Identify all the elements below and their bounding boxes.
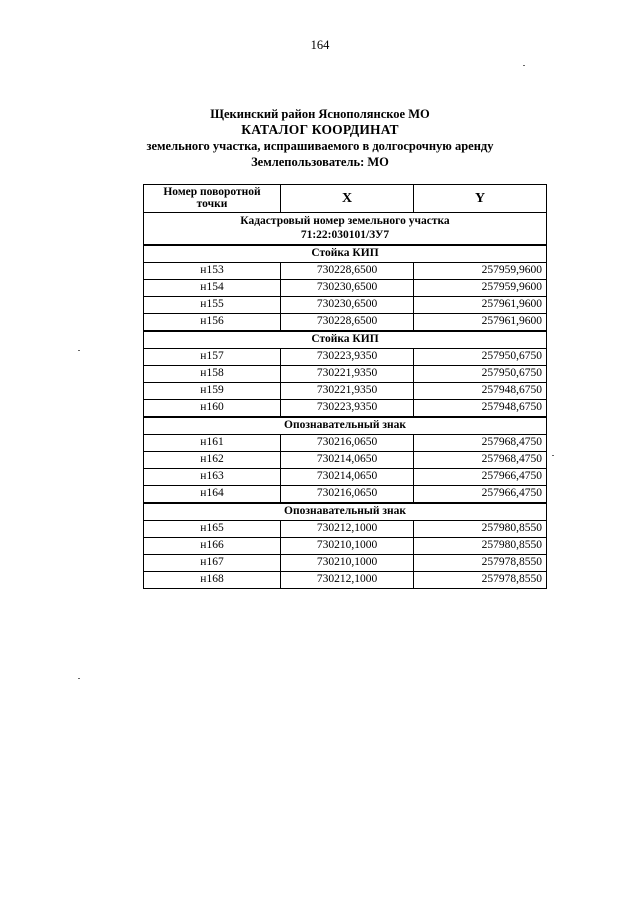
parcel-description: земельного участка, испрашиваемого в долгосрочную аренду [146,139,494,153]
y-coordinate-cell: 257968,4750 [414,435,547,452]
table-row [144,521,547,538]
column-header-point [144,185,281,213]
y-coordinate-cell: 257980,8550 [414,538,547,555]
x-coordinate-cell: 730214,0650 [281,469,414,486]
point-number-cell: н166 [144,538,281,555]
point-number-cell: н163 [144,469,281,486]
cadastral-number-cell [144,213,547,246]
point-number-cell: н154 [144,280,281,297]
district-title: Щекинский район Яснополянское МО [210,107,430,121]
scan-speck [552,455,554,456]
x-coordinate-cell: 730230,6500 [281,280,414,297]
section-row [144,503,547,521]
x-coordinate-cell: 730230,6500 [281,297,414,314]
column-header-x: X [281,185,414,213]
table-row [144,486,547,504]
scan-speck [523,65,525,66]
point-number-cell: н158 [144,366,281,383]
table-row [144,469,547,486]
x-coordinate-cell: 730210,1000 [281,555,414,572]
y-coordinate-cell: 257961,9600 [414,297,547,314]
point-number-cell: н159 [144,383,281,400]
point-number-cell: н157 [144,349,281,366]
x-coordinate-cell: 730216,0650 [281,486,414,504]
table-row [144,435,547,452]
table-row [144,452,547,469]
table-row [144,297,547,314]
table-row [144,314,547,332]
column-header-point-line1: Номер поворотной [163,186,261,198]
table-row [144,366,547,383]
cadastral-number: 71:22:030101/ЗУ7 [300,229,390,241]
x-coordinate-cell: 730223,9350 [281,349,414,366]
y-coordinate-cell: 257966,4750 [414,486,547,504]
catalog-title: КАТАЛОГ КООРДИНАТ [241,122,399,137]
column-header-point-line2: точки [196,198,228,210]
y-coordinate-cell: 257980,8550 [414,521,547,538]
y-coordinate-cell: 257968,4750 [414,452,547,469]
table-row [144,263,547,280]
section-title: Стойка КИП [144,331,547,349]
section-row [144,331,547,349]
y-coordinate-cell: 257950,6750 [414,366,547,383]
section-title: Опознавательный знак [144,417,547,435]
table-row [144,400,547,418]
scan-speck [78,350,80,351]
x-coordinate-cell: 730212,1000 [281,572,414,589]
point-number-cell: н161 [144,435,281,452]
column-header-y: Y [414,185,547,213]
y-coordinate-cell: 257978,8550 [414,555,547,572]
point-number-cell: н160 [144,400,281,418]
table-row [144,383,547,400]
x-coordinate-cell: 730221,9350 [281,366,414,383]
table-row [144,280,547,297]
x-coordinate-cell: 730216,0650 [281,435,414,452]
cadastral-label: Кадастровый номер земельного участка [240,215,450,227]
y-coordinate-cell: 257959,9600 [414,263,547,280]
y-coordinate-cell: 257978,8550 [414,572,547,589]
x-coordinate-cell: 730228,6500 [281,314,414,332]
x-coordinate-cell: 730223,9350 [281,400,414,418]
x-coordinate-cell: 730228,6500 [281,263,414,280]
point-number-cell: н155 [144,297,281,314]
document-header [0,106,640,170]
point-number-cell: н168 [144,572,281,589]
section-title: Стойка КИП [144,245,547,263]
point-number-cell: н167 [144,555,281,572]
y-coordinate-cell: 257961,9600 [414,314,547,332]
land-user: Землепользователь: МО [251,155,389,169]
point-number-cell: н164 [144,486,281,504]
section-title: Опознавательный знак [144,503,547,521]
cadastral-row [144,213,547,246]
table-row [144,555,547,572]
y-coordinate-cell: 257948,6750 [414,400,547,418]
x-coordinate-cell: 730212,1000 [281,521,414,538]
point-number-cell: н156 [144,314,281,332]
section-row [144,417,547,435]
scan-speck [78,678,80,679]
x-coordinate-cell: 730214,0650 [281,452,414,469]
x-coordinate-cell: 730221,9350 [281,383,414,400]
y-coordinate-cell: 257950,6750 [414,349,547,366]
table-row [144,349,547,366]
point-number-cell: н162 [144,452,281,469]
y-coordinate-cell: 257966,4750 [414,469,547,486]
table-row [144,538,547,555]
x-coordinate-cell: 730210,1000 [281,538,414,555]
y-coordinate-cell: 257948,6750 [414,383,547,400]
coordinates-table [143,184,547,589]
section-row [144,245,547,263]
point-number-cell: н165 [144,521,281,538]
table-row [144,572,547,589]
point-number-cell: н153 [144,263,281,280]
table-header-row [144,185,547,213]
y-coordinate-cell: 257959,9600 [414,280,547,297]
page-number: 164 [310,38,330,52]
